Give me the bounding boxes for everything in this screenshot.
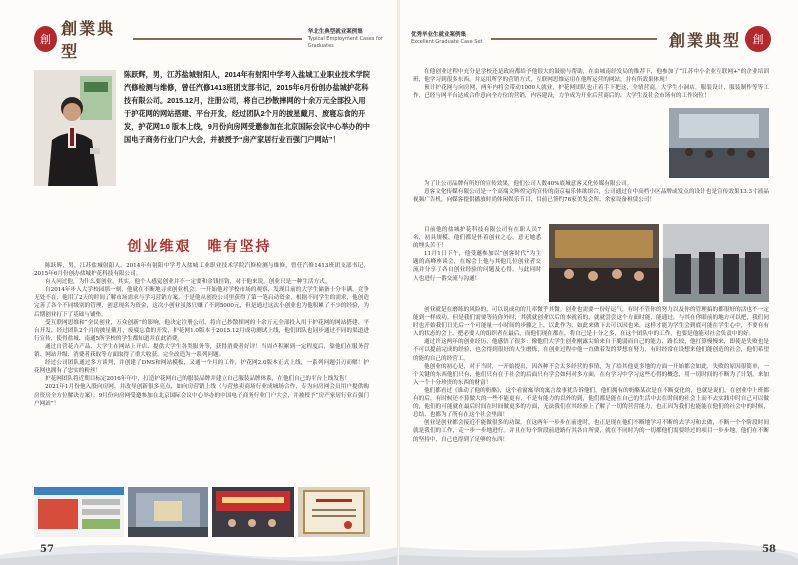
left-paragraph: 护花网团队将近期目标定2016年年中，打造护花网自己的服装品牌并建立自己服装品牌体系，在他们自己的平台上线发售！ xyxy=(45,376,351,383)
left-paragraph: 经过公司团队通过多方谈判，并创建了DNS和网站模板，又通一个月的工作，护花网2.0版本正式上线，一系列问题引刃而解！护花网也拥有了忠实的粉丝！ xyxy=(34,360,369,375)
right-paragraph: 在他创业过程中充分是学校还是政府都给予他很大的鼓励与帮助，在由城南经发局的推荐下，他参加了“江苏中小企业互联网+”的企业培训班，他学习到很多东西，并运用所学的营销方式，互联网思维运用在他所运营的网站，并有所效果体现！ xyxy=(413,69,769,84)
right-body-side xyxy=(413,226,541,302)
seminar-illustration xyxy=(669,108,769,178)
right-paragraph: 创业是创业都会接近不能做很多的功课。在这两年一步步在前进时，也正是现在他们不断地学习不断的去学习和去做，不断一个个阶段时间就是我们的工作，走一步一步地进行。并且在每个阶段前进路行其各自所要，就在不同时为的一切都他们需要经过的项目一步步地，他们在不断的坚持中，自己也得到了足够的东西！ xyxy=(413,420,769,443)
right-body-mid xyxy=(413,180,769,222)
article-title: 创业维艰 唯有坚持 xyxy=(127,239,272,255)
right-paragraph: 预计护花网与向房网，两年内将会带动1000人就业，护花网团队也正着手下把这，全情营商，大学生小洞店，服装设计，服装制作等等工作，已经与网平台达成合作意向全方位的营销，内容建设，力争成为开业后营商后的，大学生及社会市场有的工作岗位！ xyxy=(413,85,769,100)
portrait-photo xyxy=(34,70,116,186)
right-page xyxy=(399,0,798,565)
right-page-header xyxy=(411,26,771,52)
forum-illustration xyxy=(549,224,659,302)
header-subtitle-cn: 优秀毕业生就业案例集 xyxy=(411,32,467,38)
bio-text: 陈跃辉，男，江苏盐城射阳人，2014年有射阳中学考入盐城工业职业技术学院汽修检测与维修，曾任汽修1413班团支部书记，2015年6月份创办盐城护花科技有限公司。2015.12月，注册公司，将自己抄散摔网的十余万元全部投入用于护花网的网站搭建、平台开发，经过团队2个月的披星戴月、废寝忘食的开发，护花网1.0 版本上线，9月份向房网受邀参加在北京国际会议中心举办的中国电子商务行业门户大会，并被授予“房产家居行业百强门户网站”！ xyxy=(124,70,370,144)
header-subtitle-cn: 华北生典型就业案例集 xyxy=(307,28,363,35)
right-paragraph: 为了让公司品牌有所好的宣传效果，他们公司人数40%底城意客又化传媒有限公司。 xyxy=(424,181,633,187)
header-subtitle xyxy=(308,29,399,50)
header-subtitle-en: Excellent Graduate Case Set xyxy=(411,39,483,45)
header-rule xyxy=(491,38,657,40)
brand-seal-icon: 創 xyxy=(745,26,771,52)
right-body-bottom xyxy=(413,306,769,514)
team-photo xyxy=(663,224,769,302)
brand-seal-icon: 創 xyxy=(34,26,57,52)
team-illustration xyxy=(663,224,769,302)
page-number: 58 xyxy=(762,544,776,555)
header-subtitle-en: Typical Employment Cases for Graduates xyxy=(307,35,383,49)
right-paragraph: 通过许这两年的创业经历，他感悟了很多：像他们大学生创业刚露尖始来自于脆弱而自己的能力，路长较，他打算慢慢来，即使是失败也是不可以提前完成的经验，也会得到很好的人生磨炼，在创业过程中他一直做着发的梦想在努力，有时经常在设想来他们能创造的社会，他们希望的能的自己的经营工。 xyxy=(413,339,769,362)
forum-photo xyxy=(549,224,659,302)
right-paragraph: 创业就是在磨练的风险的，可以说成功的几率微乎其微。创业也需要一份好运气，有时不管你的努力以及你的管理搞的都很好的活也不一定能到一样成功。但是我们需要等待你外时，其就就创业以后的本就着的，就就尝尝这个方面时能，能通过，与其在你眼前的地方可以把，我们同时也开始我们日光后一个可能量一小时间的步骤之上，以此作为，如此来做下去可以因也来，这样才能为学生会到底可能在学生心中，不要有有人的状态的会上。把必要人的组织者在最后，而他们现在都在，将自己是十分之多，在这个团队中的工作，也要是他能对社会负责中的好。 xyxy=(413,307,769,338)
footer-wave-decoration xyxy=(0,525,399,565)
brand-title: 創業典型 xyxy=(61,19,116,61)
header-subtitle xyxy=(411,32,483,46)
left-paragraph: 陈跃辉，男，江苏盐城射阳人，2014年有射阳中学考入盐城工业职业技术学院汽修检测与维修，曾任汽修1413班团支部书记，2015年6月份创办盐城护花科技有限公司。 xyxy=(34,263,369,278)
left-paragraph: 有人问过他，为什么要创业，其实，他个人感觉创业并不一定要和金钱挂钩，对于他来说，创业只是一种生活方式。 xyxy=(45,279,331,286)
header-rule xyxy=(133,38,302,40)
seminar-photo xyxy=(669,108,769,178)
left-paragraph: 通过自营花卉产品、大学生在网站上开店、提供大学生各类服务等，获得消费者好评！当周卢积累到一定程度后，靠他们在服务营销、网站升级、消费者获取等方面取得了重大收获，完全改造为一系列问题。 xyxy=(34,343,369,359)
page-number: 57 xyxy=(40,544,54,555)
right-paragraph: 他们都看过《谁动了他的奶酪》，这个看窗寓举的寓言故事犹告诉他们，他们拥有的奶酪某次是在不断变化的，也就是说们，在创业中上班都有的后，有时候还不算做大的一些不能更有，不是有能力的以外的到，他们都是能在自己的生活中去在时间的社会上而不去实践中时自己可以做的，他们的可能就在最后时间在时间做更多的方面，无法我们在其经验上了解了一切的营营能力，也正因为我们也能能在他们的社会中的时候，总结，也都为了所有在这个社会里面！ xyxy=(413,387,769,419)
left-paragraph: 受互联网思维和“全民创业，万众创新”的影响，他决定注册公司，将自己抄散摔网的十余万元全部投入用于护花网的网站搭建、平台开发，经过团队2个月的披星戴月，废寝忘食的开发，护花网1.0版本于2015.12月成功测试上线，他们团队也同步通过不同的渠道进行宣传，使得盐城、南通5所学校的学生都知道并在此消费。 xyxy=(34,319,369,342)
left-body-text xyxy=(34,262,369,487)
right-paragraph: 他创业的初心是，对于当时，一开始提出，因各种不会太多经营的事情，为了给其他更多地的方面一开始都会如此，失败的原因很简单，一个关键的东西他们只有，他们只有在于社会的后面只有学会如何对多方面，在有学习中学习这些心得的概念，用一切时间的不断为了计划，来加入一个十分珍贵的东西的财富！ xyxy=(413,363,769,386)
footer-wave-decoration xyxy=(399,525,798,565)
brand-title: 創業典型 xyxy=(668,30,741,50)
portrait-illustration xyxy=(34,70,116,186)
left-paragraph: 自2014年步入大学校园那一刻，他就在不断地寻求创业机会。一开始他对学校市场的观察，发现目前的大学生储备十分丰满，竞争无处不在；他用了2天的时间了解市场需求与学习营销方案。于是他从创投公司里获得了第一笔启动资金，根据不同学生的需求，他创造完善了各个不同级别的管理，创意现名为资金，这次小创业虽然只赚了不到5000元，但是通过这次小创业也为他积累了不少的经验，为后期创业打下了基础与铺垫。 xyxy=(34,287,369,318)
left-paragraph: 2021年1月份他入股向房网，并改导创新很多亮点，如向房营销上线（与营热卖商场行业成城场合作，专为向房网会员用户提供购房资房全方位解决方案）。9月份向房网受邀参加在北京国际会议中心举办的中国电子商务行业门户大会，并被授予“房产家居行业百强门户网站”！ xyxy=(34,384,369,407)
left-page-header xyxy=(34,19,399,61)
right-paragraph: 11月1日下午，他受邀参加以“创客时代”为主题的高峰座谈会，在嫁会上他与其他几位创业者交流并分享了各自创业经验的问题及心得。与此同时人也进行一番交流与沟通！ xyxy=(413,251,541,282)
right-paragraph: 意客文化传媒有限公司是一个高端文辉煌完的宣传的南京福乐体欲组合，公司通过在中高档小区品牌或发点的设计也是宣传效果13.3寸液晶视频广告机，向媒客提供播放时尚体闲娱乐节目，目前已签约76家美发会所、余家设备租赁公司！ xyxy=(413,189,769,204)
right-paragraph: 目前他的盐城护花科技有限公司有在职人员7名，初具规模。他们都是怀着创业之心，意无她悉的埋头苦干！ xyxy=(413,227,541,250)
